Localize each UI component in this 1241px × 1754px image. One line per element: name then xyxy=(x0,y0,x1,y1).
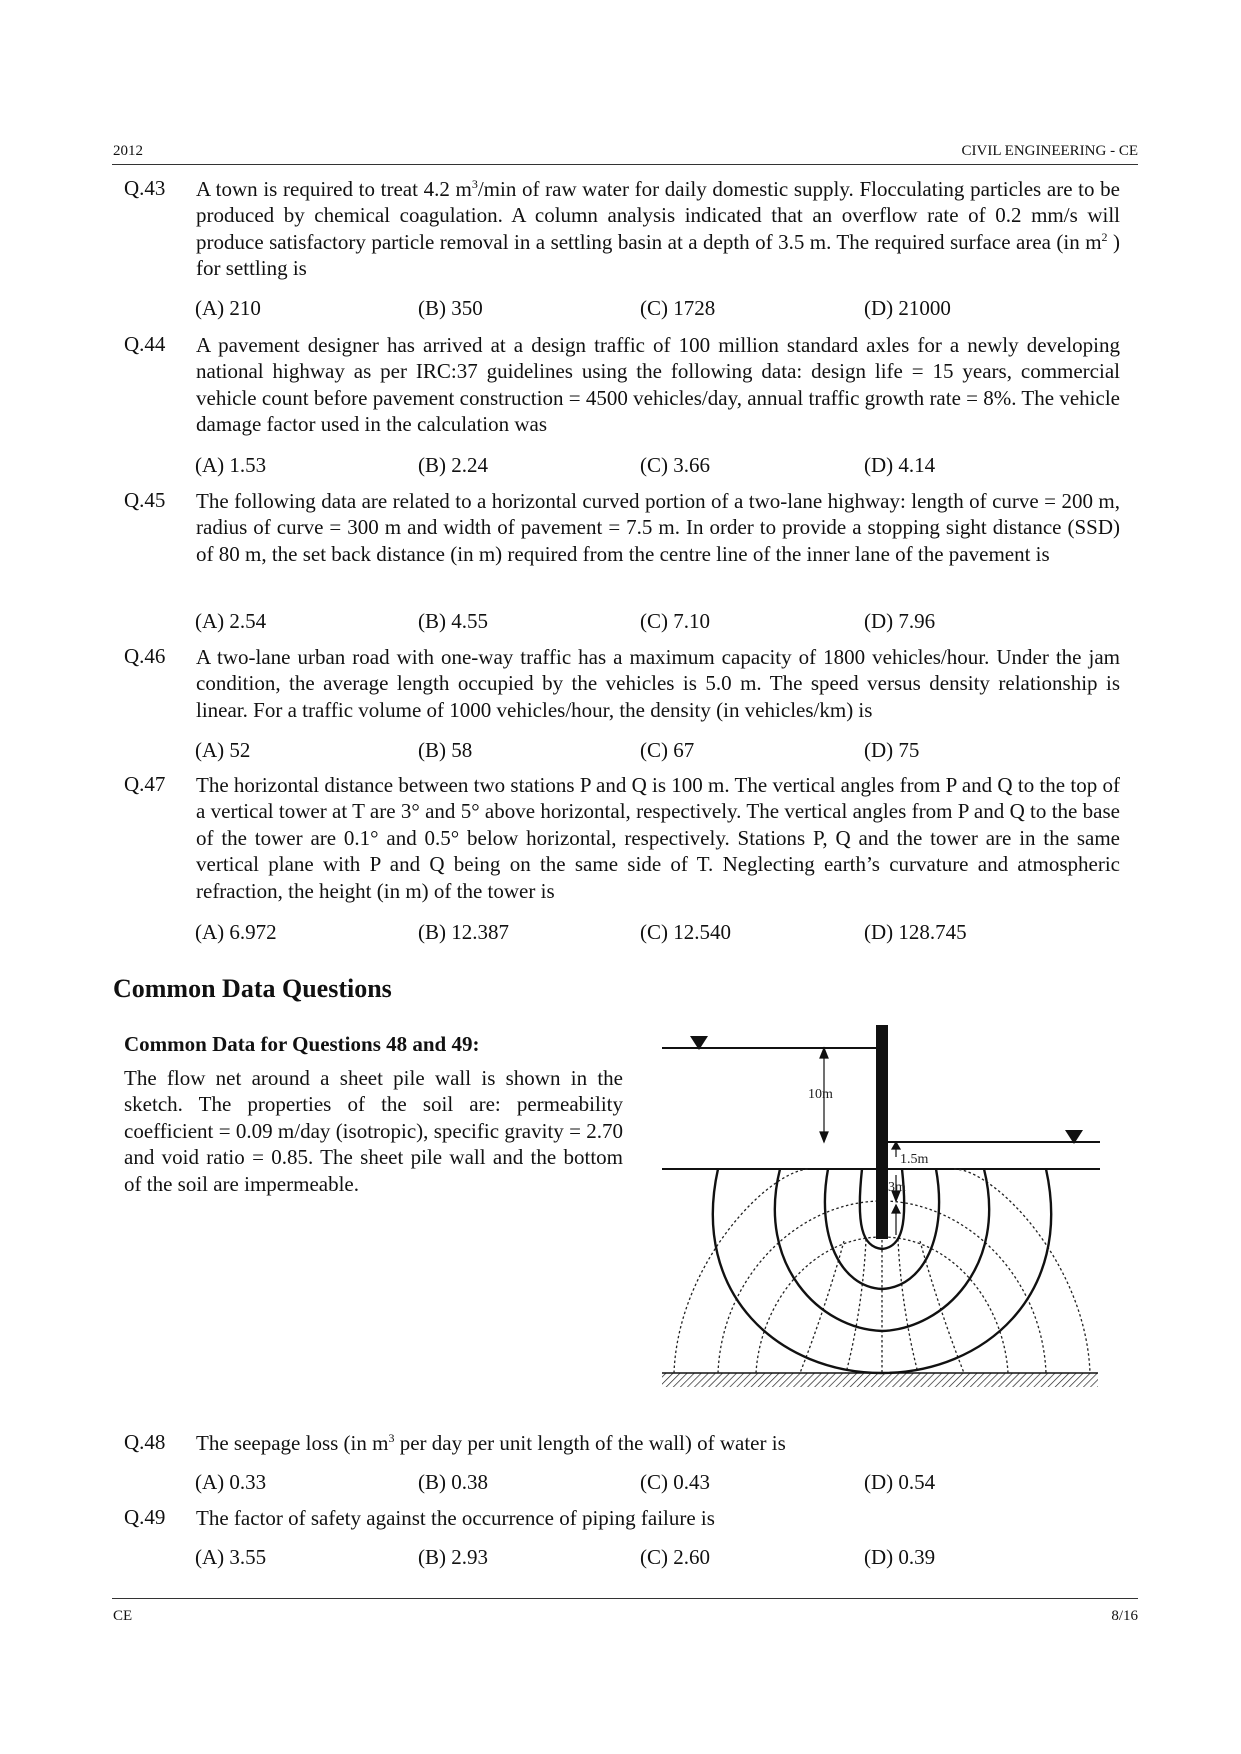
option-b: (B) 58 xyxy=(418,738,473,762)
header-year: 2012 xyxy=(113,143,143,159)
label-10m: 10m xyxy=(808,1087,833,1102)
option-b: (B) 2.24 xyxy=(418,453,488,477)
footer-page: 8/16 xyxy=(1111,1608,1138,1624)
option-d: (D) 7.96 xyxy=(864,609,936,633)
question-number: Q.47 xyxy=(124,772,166,796)
common-data-text: The flow net around a sheet pile wall is shown in the sketch. The properties of the soil are: permeability coefficient = 0.09 m/day (isotropic), specific gravity = 2.70 and void ratio = 0.85. The sheet pile wall and the bottom of the soil are impermeable. xyxy=(124,1066,623,1196)
option-d: (D) 0.54 xyxy=(864,1470,936,1494)
option-c: (C) 67 xyxy=(640,738,695,762)
option-a: (A) 1.53 xyxy=(195,453,267,477)
footer-rule xyxy=(112,1598,1138,1599)
option-b: (B) 350 xyxy=(418,296,483,320)
flow-net-figure xyxy=(660,1025,1116,1405)
option-b: (B) 12.387 xyxy=(418,920,509,944)
question-text: A two-lane urban road with one-way traffic has a maximum capacity of 1800 vehicles/hour. Under the jam condition, the average length occupied by the vehicles is 5.0 m. The speed versus density relationship is linear. For a traffic volume of 1000 vehicles/hour, the density (in vehicles/km) is xyxy=(196,645,1120,722)
question-number: Q.43 xyxy=(124,176,166,200)
question-text: The horizontal distance between two stations P and Q is 100 m. The vertical angles from P and Q to the top of a vertical tower at T are 3° and 5° above horizontal, respectively. The vertical angles from P and Q to the base of the tower are 0.1° and 0.5° below horizontal, respectively. Stations P, Q and the tower are in the same vertical plane with P and Q being on the same side of T. Neglecting earth’s curvature and atmospheric refraction, the height (in m) of the tower is xyxy=(196,773,1120,903)
option-b: (B) 4.55 xyxy=(418,609,488,633)
option-a: (A) 0.33 xyxy=(195,1470,267,1494)
option-d: (D) 21000 xyxy=(864,296,951,320)
option-c: (C) 1728 xyxy=(640,296,716,320)
footer-code: CE xyxy=(113,1608,133,1624)
question-text: The seepage loss (in $m^3$ per day per unit length of the wall) of water is xyxy=(196,1431,786,1455)
option-d: (D) 4.14 xyxy=(864,453,936,477)
question-text: The following data are related to a horizontal curved portion of a two-lane highway: length of curve = 200 m, radius of curve = 300 m and width of pavement = 7.5 m. In order to provide a stopping sight distance (SSD) of 80 m, the set back distance (in m) required from the centre line of the inner lane of the pavement is xyxy=(196,489,1120,566)
question-number: Q.45 xyxy=(124,488,166,512)
option-c: (C) 2.60 xyxy=(640,1545,710,1569)
section-title: Common Data Questions xyxy=(113,974,392,1003)
option-a: (A) 2.54 xyxy=(195,609,267,633)
option-d: (D) 128.745 xyxy=(864,920,967,944)
option-c: (C) 3.66 xyxy=(640,453,710,477)
label-3m: 3m xyxy=(888,1180,906,1195)
option-c: (C) 12.540 xyxy=(640,920,731,944)
common-data-title: Common Data for Questions 48 and 49: xyxy=(124,1032,480,1056)
sheet-pile-wall xyxy=(876,1025,888,1239)
option-c: (C) 7.10 xyxy=(640,609,710,633)
header-subject: CIVIL ENGINEERING - CE xyxy=(961,143,1138,159)
option-d: (D) 0.39 xyxy=(864,1545,936,1569)
question-number: Q.44 xyxy=(124,332,166,356)
option-b: (B) 0.38 xyxy=(418,1470,488,1494)
question-text: The factor of safety against the occurrence of piping failure is xyxy=(196,1506,715,1530)
option-a: (A) 210 xyxy=(195,296,261,320)
header-rule xyxy=(112,164,1138,165)
option-b: (B) 2.93 xyxy=(418,1545,488,1569)
label-1-5m: 1.5m xyxy=(900,1152,929,1167)
option-c: (C) 0.43 xyxy=(640,1470,710,1494)
option-d: (D) 75 xyxy=(864,738,920,762)
option-a: (A) 6.972 xyxy=(195,920,277,944)
option-a: (A) 52 xyxy=(195,738,251,762)
question-text: A pavement designer has arrived at a design traffic of 100 million standard axles for a newly developing national highway as per IRC:37 guidelines using the following data: design life = 15 years, commercial vehicle count before pavement construction = 4500 vehicles/day, annual traffic growth rate = 8%. The vehicle damage factor used in the calculation was xyxy=(196,333,1120,437)
question-text: A town is required to treat 4.2 $m^3/\min$ of raw water for daily domestic supply. Flocculating particles are to be produced by chemical coagulation. A column analysis indicated that an overflow rate of 0.2 mm/s will produce satisfactory particle removal in a settling basin at a depth of 3.5 m. The required surface area (in $m^2$ ) for settling is xyxy=(196,177,1120,281)
question-number: Q.49 xyxy=(124,1505,166,1529)
question-number: Q.48 xyxy=(124,1430,166,1454)
impermeable-base xyxy=(662,1373,1098,1387)
option-a: (A) 3.55 xyxy=(195,1545,267,1569)
question-number: Q.46 xyxy=(124,644,166,668)
